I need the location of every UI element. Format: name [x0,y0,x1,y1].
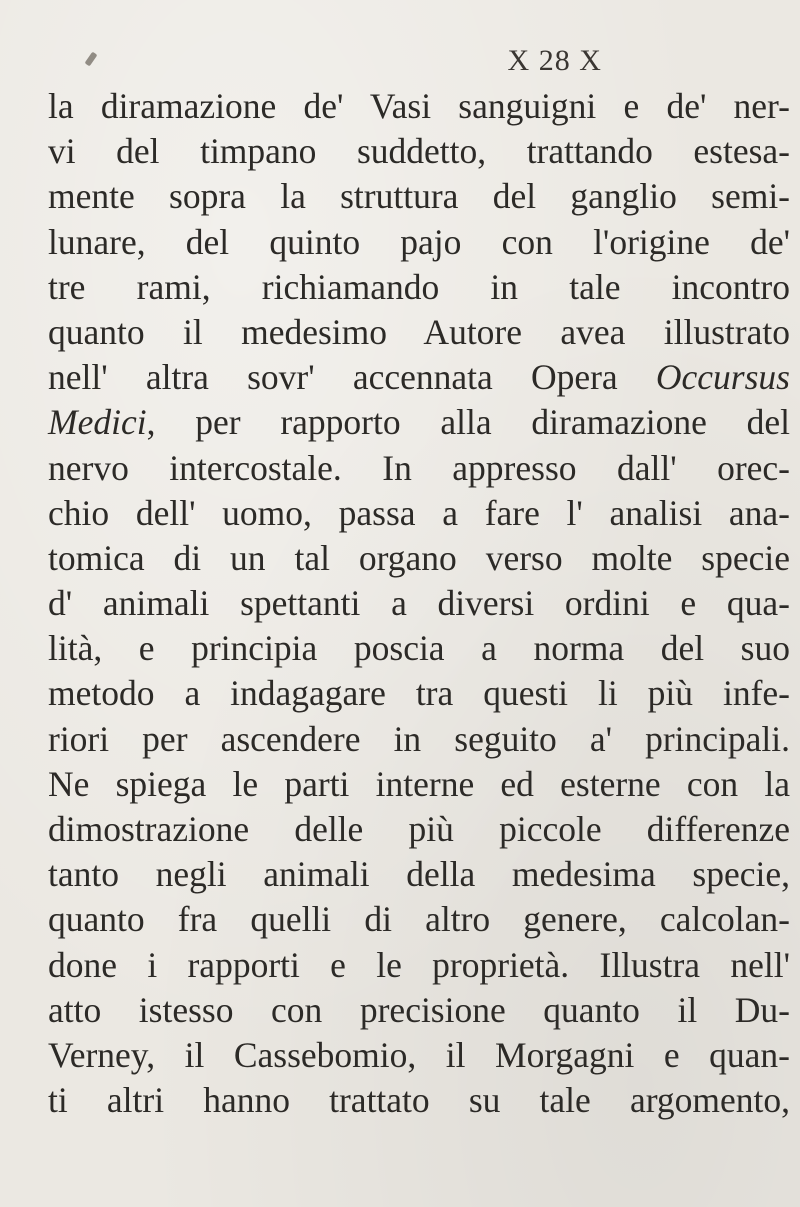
body-text [48,84,790,1123]
text-line: riori per ascendere in seguito a' principali. [48,718,790,759]
text-line: quanto fra quelli di altro genere, calcolan- [48,899,790,940]
text-line: d' animali spettanti a diversi ordini e qua- [48,583,790,624]
italic-title: Medici [48,402,147,443]
text-line: tomica di un tal organo verso molte specie [48,537,790,578]
text-line: la diramazione de' Vasi sanguigni e de' ner- [48,86,790,126]
text-line-with-title [48,400,790,445]
text-segment: nell' altra sovr' accennata Opera [48,357,618,398]
text-line: lunare, del quinto pajo con l'origine de' [48,221,790,262]
text-line: chio dell' uomo, passa a fare l' analisi ana- [48,492,790,533]
text-line: Verney, il Cassebomio, il Morgagni e quan- [48,1034,790,1075]
text-line: dimostrazione delle più piccole differenze [48,809,790,849]
text-line: done i rapporti e le proprietà. Illustra nell' [48,944,790,985]
text-segment: , per rapporto alla diramazione del [146,402,790,443]
text-line: ti altri hanno trattato su tale argomento, [48,1080,790,1121]
text-line: vi del timpano suddetto, trattando estesa- [48,131,790,172]
text-line: atto istesso con precisione quanto il Du- [48,989,790,1030]
text-line: lità, e principia poscia a norma del suo [48,628,790,669]
running-head [0,44,800,78]
text-line: mente sopra la struttura del ganglio semi- [48,176,790,217]
page-number: X 28 X [507,44,602,77]
text-line: quanto il medesimo Autore avea illustrato [48,311,790,352]
text-line: tre rami, richiamando in tale incontro [48,266,790,307]
text-line: metodo a indagagare tra questi li più infe- [48,673,790,714]
text-line: nervo intercostale. In appresso dall' orec- [48,447,790,488]
italic-title: Occursus [655,357,791,398]
text-line-with-title [48,355,790,400]
text-line: Ne spiega le parti interne ed esterne con la [48,763,790,804]
text-line: tanto negli animali della medesima specie, [48,854,790,895]
